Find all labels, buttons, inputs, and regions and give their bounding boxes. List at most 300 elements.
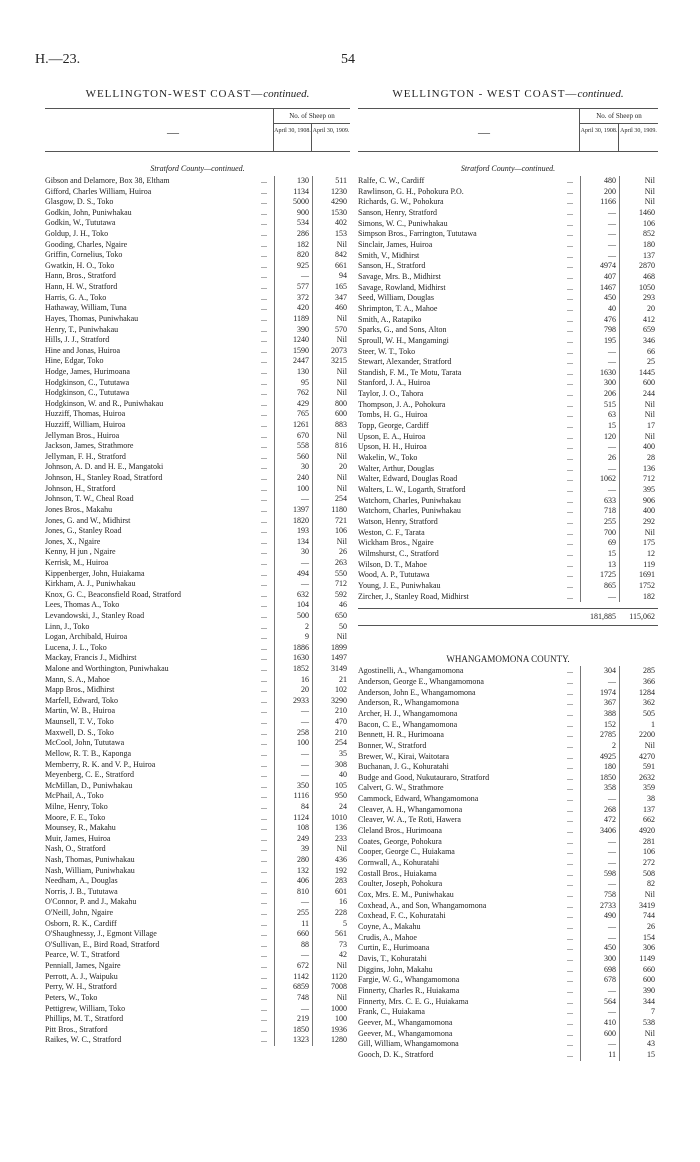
sheep-1909: 1120 <box>331 971 347 981</box>
leader-dots: ... <box>261 271 267 281</box>
sheep-1909: 233 <box>335 833 347 843</box>
owner-name: Nash, William, Puniwhakau <box>45 865 135 875</box>
leader-dots: ... <box>261 207 267 217</box>
table-row <box>45 569 350 580</box>
table-row <box>358 752 658 763</box>
owner-name: Maxwell, D. S., Toko <box>45 727 114 737</box>
total-1909: 115,062 <box>629 612 655 622</box>
sheep-1908: 11 <box>301 918 309 928</box>
sheep-1909: 1936 <box>331 1024 347 1034</box>
sheep-1909: Nil <box>644 410 655 420</box>
table-row <box>45 388 350 399</box>
leader-dots: ... <box>261 695 267 705</box>
sheep-1908: — <box>608 207 616 217</box>
sheep-1909: 26 <box>647 922 655 931</box>
table-row <box>358 464 658 475</box>
sheep-1908: — <box>608 442 616 452</box>
owner-name: Savage, Rowland, Midhirst <box>358 282 446 292</box>
leader-dots: ... <box>567 730 573 740</box>
sheep-1909: 136 <box>643 463 655 473</box>
left-section-heading: Stratford County—continued. <box>150 164 245 173</box>
sheep-1909: 26 <box>339 547 347 557</box>
owner-name: Costall Bros., Huiakama <box>358 868 437 878</box>
sheep-1909: 28 <box>647 453 655 463</box>
owner-name: Levandowski, J., Stanley Road <box>45 610 145 620</box>
leader-dots: ... <box>567 207 573 217</box>
table-row <box>45 760 350 771</box>
sheep-1908: 748 <box>297 992 309 1002</box>
owner-name: Johnson, H., Stratford <box>45 483 116 493</box>
table-row <box>45 632 350 643</box>
leader-dots: ... <box>261 366 267 376</box>
sheep-1909: 106 <box>643 218 655 228</box>
sheep-1908: 280 <box>297 855 309 864</box>
sheep-1908: 130 <box>297 366 309 376</box>
sheep-1909: 4920 <box>639 826 655 836</box>
leader-dots: ... <box>567 453 573 463</box>
sheep-1908: — <box>301 557 309 567</box>
table-row <box>358 304 658 315</box>
sheep-1908: — <box>608 250 616 260</box>
right-column <box>358 86 658 1061</box>
table-row <box>358 1018 658 1029</box>
sheep-1909: 800 <box>335 398 347 408</box>
sheep-1909: 3149 <box>331 664 347 674</box>
sheep-1908: — <box>301 706 309 716</box>
owner-name: Wilmshurst, C., Stratford <box>358 548 439 558</box>
sheep-1909: 650 <box>335 610 347 620</box>
sheep-1909: 40 <box>339 770 347 780</box>
sheep-1909: 412 <box>643 314 655 324</box>
owner-name: McMillan, D., Puniwhakau <box>45 780 133 790</box>
leader-dots: ... <box>261 621 267 631</box>
owner-name: Huzziff, Thomas, Huiroa <box>45 409 126 419</box>
leader-dots: ... <box>261 409 267 419</box>
sheep-1909: 182 <box>643 591 655 601</box>
table-row <box>45 356 350 367</box>
sheep-1908: 39 <box>301 844 309 854</box>
owner-name: Cooper, George C., Huiakama <box>358 847 455 857</box>
table-row <box>45 378 350 389</box>
leader-dots: ... <box>261 335 267 345</box>
owner-name: Wakelin, W., Toko <box>358 453 418 463</box>
sheep-1908: 258 <box>297 727 309 737</box>
leader-dots: ... <box>261 886 267 896</box>
document-code: H.—23. <box>35 52 81 67</box>
sheep-1908: — <box>608 1039 616 1049</box>
sheep-1909: 4290 <box>331 197 347 207</box>
sheep-1909: 1149 <box>639 953 655 963</box>
table-row <box>358 933 658 944</box>
sheep-1908: 40 <box>608 303 616 313</box>
leader-dots: ... <box>261 1035 267 1045</box>
sheep-1909: Nil <box>644 1028 655 1038</box>
sheep-1908: 865 <box>604 580 616 590</box>
leader-dots: ... <box>567 325 573 335</box>
leader-dots: ... <box>567 239 573 249</box>
table-row <box>45 728 350 739</box>
owner-name: Maunsell, T. V., Toko <box>45 717 114 727</box>
leader-dots: ... <box>567 1049 573 1059</box>
owner-name: Frank, C., Huiakama <box>358 1007 425 1017</box>
owner-name: McCool, John, Tututawa <box>45 738 125 748</box>
sheep-1909: 228 <box>335 908 347 918</box>
owner-name: Mackay, Francis J., Midhirst <box>45 653 137 663</box>
sheep-1909: 661 <box>335 260 347 270</box>
leader-dots: ... <box>567 474 573 484</box>
table-row <box>358 229 658 240</box>
owner-name: Watson, Henry, Stratford <box>358 517 438 526</box>
table-row <box>358 400 658 411</box>
owner-name: Topp, George, Cardiff <box>358 421 429 431</box>
owner-name: Stanford, J. A., Huiroa <box>358 378 431 388</box>
owner-name: Smith, V., Midhirst <box>358 250 420 260</box>
sheep-1908: — <box>301 897 309 907</box>
sheep-1908: 1630 <box>600 367 616 377</box>
sheep-1908: — <box>301 494 309 504</box>
leader-dots: ... <box>567 271 573 281</box>
sheep-1908: — <box>608 922 616 931</box>
leader-dots: ... <box>567 751 573 761</box>
table-row <box>45 431 350 442</box>
owner-name: Cornwall, A., Kohuratahi <box>358 858 440 868</box>
sheep-1908: 95 <box>301 377 309 387</box>
leader-dots: ... <box>261 547 267 557</box>
table-row <box>358 1050 658 1061</box>
sheep-1908: 472 <box>604 815 616 825</box>
leader-dots: ... <box>261 812 267 822</box>
sheep-1909: 402 <box>335 218 347 228</box>
table-row <box>45 675 350 686</box>
owner-name: Gibson and Delamore, Box 38, Eltham <box>45 176 170 185</box>
table-row <box>358 698 658 709</box>
sheep-1908: 558 <box>297 441 309 451</box>
sheep-1908: 358 <box>604 783 616 793</box>
owner-name: Hayes, Thomas, Puniwhakau <box>45 313 139 323</box>
sheep-1909: Nil <box>336 430 347 440</box>
leader-dots: ... <box>261 515 267 525</box>
table-row <box>45 664 350 675</box>
leader-dots: ... <box>567 399 573 409</box>
leader-dots: ... <box>567 548 573 558</box>
sheep-1909: 42 <box>339 950 347 960</box>
sheep-1909: 508 <box>643 868 655 878</box>
sheep-1908: 268 <box>604 804 616 814</box>
leader-dots: ... <box>567 250 573 260</box>
leader-dots: ... <box>567 826 573 836</box>
leader-dots: ... <box>261 929 267 939</box>
sheep-1908: 450 <box>604 293 616 303</box>
leader-dots: ... <box>261 526 267 536</box>
leader-dots: ... <box>567 794 573 804</box>
leader-dots: ... <box>261 600 267 610</box>
leader-dots: ... <box>567 1039 573 1049</box>
owner-name: Shrimpton, T. A., Mahoe <box>358 303 438 313</box>
table-row <box>358 506 658 517</box>
sheep-1909: 346 <box>643 335 655 345</box>
leader-dots: ... <box>261 186 267 196</box>
table-row <box>358 826 658 837</box>
sheep-1909: 20 <box>339 462 347 472</box>
table-row <box>45 1025 350 1036</box>
leader-dots: ... <box>261 536 267 546</box>
sheep-1908: 5000 <box>293 197 309 207</box>
table-row <box>45 293 350 304</box>
table-row <box>358 517 658 528</box>
sheep-1908: 182 <box>297 239 309 249</box>
sheep-1908: — <box>301 950 309 960</box>
leader-dots: ... <box>567 666 573 676</box>
sheep-1908: 1134 <box>293 186 309 196</box>
sheep-1908: 450 <box>604 943 616 953</box>
sheep-1908: 515 <box>604 399 616 409</box>
sheep-1909: 1691 <box>639 570 655 580</box>
owner-name: Harris, G. A., Toko <box>45 292 107 302</box>
sheep-1909: 254 <box>335 738 347 748</box>
sheep-1908: 1142 <box>293 971 309 981</box>
owner-name: Knox, G. C., Beaconsfield Road, Stratford <box>45 589 181 599</box>
sheep-1908: — <box>301 748 309 758</box>
table-row <box>358 208 658 219</box>
owner-name: Coxhead, F. C., Kohuratahi <box>358 911 446 921</box>
sheep-column-group <box>273 109 350 151</box>
table-row <box>45 643 350 654</box>
sheep-1908: 420 <box>297 303 309 313</box>
sheep-1908: 1886 <box>293 642 309 652</box>
sheep-1909: Nil <box>336 388 347 398</box>
owner-name: Cleaver, W. A., Te Roti, Hawera <box>358 815 461 825</box>
table-row <box>358 837 658 848</box>
sheep-1908: 1323 <box>293 1035 309 1045</box>
owner-name: Budge and Good, Nukutauraro, Stratford <box>358 772 490 782</box>
leader-dots: ... <box>261 282 267 292</box>
sheep-1908: 11 <box>608 1049 616 1059</box>
leader-dots: ... <box>261 664 267 674</box>
owner-name: Johnson, H., Stanley Road, Stratford <box>45 473 163 483</box>
table-row <box>45 749 350 760</box>
sheep-1909: 538 <box>643 1017 655 1027</box>
leader-dots: ... <box>567 517 573 526</box>
sheep-1908: 132 <box>297 865 309 875</box>
sheep-1909: 38 <box>647 794 655 804</box>
owner-name: Johnson, T. W., Cheal Road <box>45 494 134 504</box>
owner-name: Griffin, Cornelius, Toko <box>45 250 123 260</box>
sheep-1909: 281 <box>643 836 655 846</box>
leader-dots: ... <box>567 698 573 708</box>
owner-name: Jellyman Bros., Huiroa <box>45 430 120 440</box>
sheep-1909: 46 <box>339 600 347 610</box>
sheep-1908: 3406 <box>600 826 616 836</box>
table-row <box>358 965 658 976</box>
sheep-1908: 476 <box>604 314 616 324</box>
owner-name: Cleland Bros., Hurimoana <box>358 826 442 836</box>
owner-name: Jones Bros., Makahu <box>45 504 113 514</box>
sheep-1909: 600 <box>335 409 347 419</box>
table-row <box>45 770 350 781</box>
owner-name: Sanson, Henry, Stratford <box>358 207 438 217</box>
sheep-1908: 206 <box>604 389 616 399</box>
sheep-1909: 400 <box>643 442 655 452</box>
table-row <box>45 346 350 357</box>
leader-dots: ... <box>261 717 267 727</box>
sheep-1909: 3419 <box>639 900 655 910</box>
sheep-1908: 762 <box>297 388 309 398</box>
leader-dots: ... <box>261 727 267 737</box>
owner-name: Archer, H. J., Whangamomona <box>358 708 458 718</box>
sheep-1909: Nil <box>336 239 347 249</box>
owner-name: Gwatkin, H. O., Toko <box>45 260 115 270</box>
sheep-1909: 263 <box>335 557 347 567</box>
table-row <box>358 272 658 283</box>
table-row <box>45 855 350 866</box>
sheep-1909: 5 <box>343 918 347 928</box>
table-row <box>358 389 658 400</box>
whangamomona-section-heading: WHANGAMOMONA COUNTY. <box>446 654 570 665</box>
leader-dots: ... <box>567 783 573 793</box>
table-row <box>45 399 350 410</box>
owner-name: Zircher, J., Stanley Road, Midhirst <box>358 591 469 601</box>
sheep-1909: 712 <box>335 579 347 589</box>
sheep-1908: 120 <box>604 431 616 441</box>
sheep-1908: 1820 <box>293 515 309 525</box>
sheep-1909: 165 <box>335 282 347 292</box>
table-row <box>358 997 658 1008</box>
leader-dots: ... <box>261 430 267 440</box>
table-row <box>358 581 658 592</box>
leader-dots: ... <box>261 823 267 833</box>
sheep-1909: 137 <box>643 250 655 260</box>
owner-name: Memberry, R. K. and V. P., Huiroa <box>45 759 156 769</box>
sheep-1908: — <box>608 836 616 846</box>
sheep-1908: 490 <box>604 911 616 921</box>
owner-name: Logan, Archibald, Huiroa <box>45 632 128 642</box>
sheep-1908: — <box>301 717 309 727</box>
table-row <box>45 462 350 473</box>
table-row <box>45 367 350 378</box>
sheep-1909: 306 <box>643 943 655 953</box>
sheep-1909: 106 <box>643 847 655 857</box>
table-row <box>358 325 658 336</box>
sheep-1909: 105 <box>335 780 347 790</box>
sheep-1908: 26 <box>608 453 616 463</box>
sheep-1908: 134 <box>297 536 309 546</box>
owner-name: Huzziff, William, Huiroa <box>45 420 126 430</box>
sheep-1908: 100 <box>297 483 309 493</box>
table-row <box>358 688 658 699</box>
leader-dots: ... <box>261 324 267 334</box>
table-row <box>358 496 658 507</box>
leader-dots: ... <box>567 229 573 239</box>
table-row <box>358 879 658 890</box>
leader-dots: ... <box>567 922 573 931</box>
sheep-1908: — <box>608 847 616 857</box>
leader-dots: ... <box>567 218 573 228</box>
sheep-1909: 1284 <box>639 687 655 697</box>
sheep-1908: 180 <box>604 762 616 772</box>
sheep-1909: 662 <box>643 815 655 825</box>
owner-name: Lees, Thomas A., Toko <box>45 600 120 610</box>
sheep-1909: 344 <box>643 996 655 1006</box>
sheep-1908: 152 <box>604 719 616 729</box>
owner-name: Johnson, A. D. and H. E., Mangatoki <box>45 462 164 472</box>
table-row <box>358 720 658 731</box>
sheep-1908: 88 <box>301 939 309 949</box>
sheep-1909: 119 <box>643 559 655 569</box>
leader-dots: ... <box>261 260 267 270</box>
owner-name: Lucena, J. L., Toko <box>45 642 107 652</box>
sheep-1909: 210 <box>335 706 347 716</box>
leader-dots: ... <box>567 836 573 846</box>
owner-name: Wilson, D. T., Mahoe <box>358 559 427 569</box>
sheep-1909: 7 <box>651 1007 655 1017</box>
owner-name: Watchorn, Charles, Puniwhakau <box>358 495 461 505</box>
sheep-1909: 1752 <box>639 580 655 590</box>
table-row <box>358 794 658 805</box>
sheep-1908: 798 <box>604 325 616 335</box>
table-row <box>45 1004 350 1015</box>
leader-dots: ... <box>261 377 267 387</box>
table-row <box>358 986 658 997</box>
leader-dots: ... <box>567 687 573 697</box>
right-column-title: WELLINGTON - WEST COAST—continued. <box>392 88 624 100</box>
sheep-1909: 2870 <box>639 261 655 271</box>
owner-name: Gooding, Charles, Ngaire <box>45 239 128 249</box>
sheep-1908: — <box>608 794 616 804</box>
owner-name: Hann, H. W., Stratford <box>45 282 118 292</box>
owner-name: Moore, F. E., Toko <box>45 812 106 822</box>
sheep-1908: 30 <box>301 547 309 557</box>
sheep-1908: 1630 <box>293 653 309 663</box>
sheep-1909: 106 <box>335 526 347 536</box>
table-row <box>358 549 658 560</box>
sheep-1909: 600 <box>643 975 655 985</box>
owner-name: Penniall, James, Ngaire <box>45 961 121 971</box>
sheep-1909: 137 <box>643 804 655 814</box>
leader-dots: ... <box>567 1017 573 1027</box>
table-row <box>358 677 658 688</box>
sheep-1908: 2933 <box>293 695 309 705</box>
owner-name: O'Neill, John, Ngaire <box>45 908 114 918</box>
sheep-1909: 17 <box>647 421 655 431</box>
sheep-1909: 852 <box>643 229 655 239</box>
leader-dots: ... <box>261 706 267 716</box>
sheep-1908: 633 <box>604 495 616 505</box>
table-row <box>45 547 350 558</box>
sheep-1908: 410 <box>604 1017 616 1027</box>
leader-dots: ... <box>567 421 573 431</box>
leader-dots: ... <box>261 950 267 960</box>
sheep-1908: — <box>301 1003 309 1013</box>
table-row <box>45 908 350 919</box>
owner-name: Anderson, John E., Whangamomona <box>358 687 476 697</box>
leader-dots: ... <box>261 833 267 843</box>
sheep-1909: Nil <box>336 335 347 345</box>
leader-dots: ... <box>567 985 573 995</box>
leader-dots: ... <box>567 389 573 399</box>
leader-dots: ... <box>567 303 573 313</box>
leader-dots: ... <box>567 197 573 207</box>
table-row <box>45 325 350 336</box>
left-column-title: WELLINGTON-WEST COAST—continued. <box>85 88 310 100</box>
spacer <box>358 626 658 652</box>
leader-dots: ... <box>261 504 267 514</box>
leader-dots: ... <box>567 538 573 548</box>
sheep-1908: — <box>301 579 309 589</box>
owner-name: Davis, T., Kohuratahi <box>358 953 427 963</box>
table-row <box>358 666 658 677</box>
sheep-1909: 21 <box>339 674 347 684</box>
leader-dots: ... <box>567 186 573 196</box>
